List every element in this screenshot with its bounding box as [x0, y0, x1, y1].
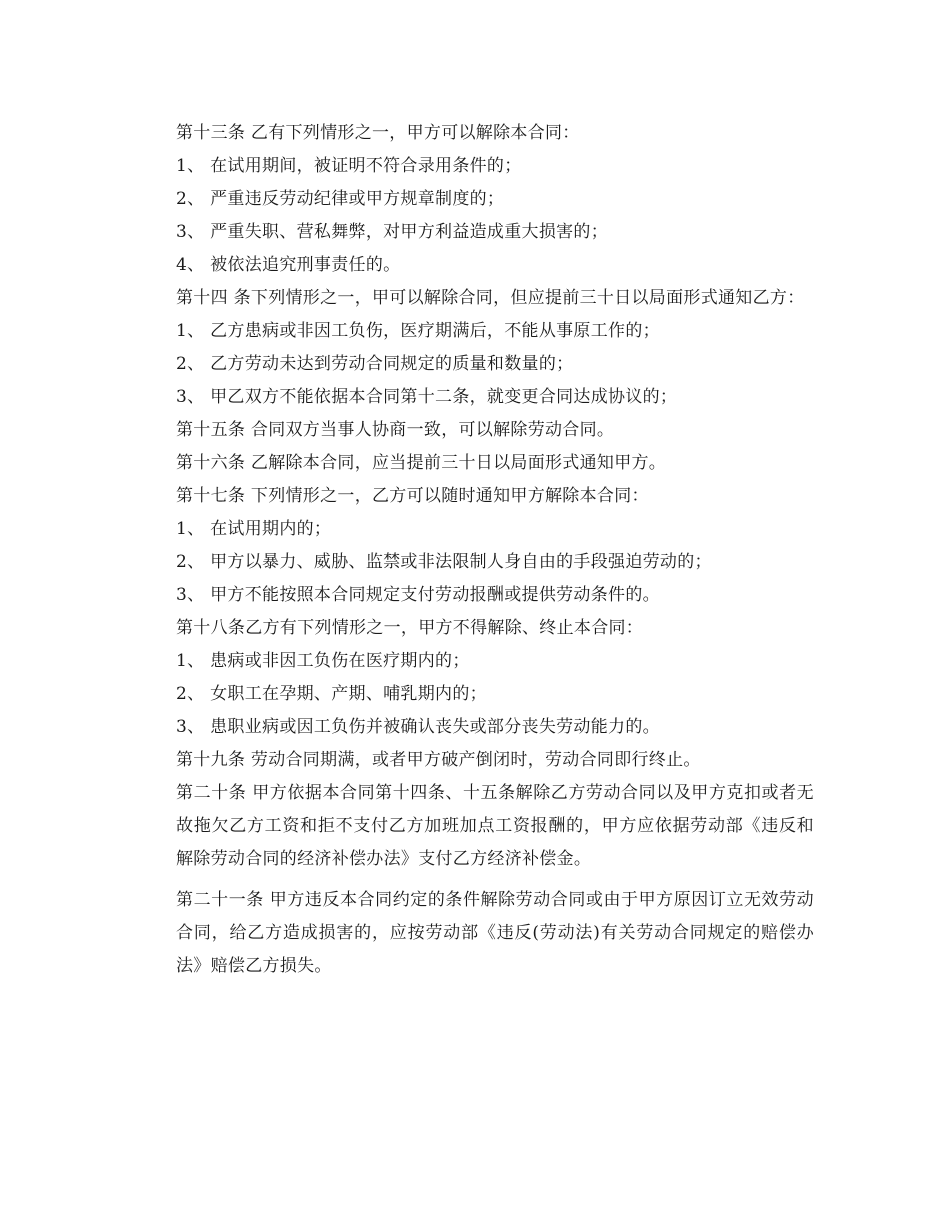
article-13-item-3: 3、 严重失职、营私舞弊，对甲方利益造成重大损害的； [176, 222, 609, 242]
article-18-item-2: 2、 女职工在孕期、产期、哺乳期内的； [176, 684, 487, 704]
article-18-item-3: 3、 患职业病或因工负伤并被确认丧失或部分丧失劳动能力的。 [176, 717, 660, 737]
article-17-item-2: 2、 甲方以暴力、威胁、监禁或非法限制人身自由的手段强迫劳动的； [176, 552, 712, 572]
article-16: 第十六条 乙解除本合同，应当提前三十日以局面形式通知甲方。 [176, 453, 667, 473]
article-18-heading: 第十八条乙方有下列情形之一，甲方不得解除、终止本合同： [176, 618, 644, 638]
article-15: 第十五条 合同双方当事人协商一致，可以解除劳动合同。 [176, 420, 615, 440]
article-13-item-1: 1、 在试用期间，被证明不符合录用条件的； [176, 156, 522, 176]
article-13-heading: 第十三条 乙有下列情形之一，甲方可以解除本合同： [176, 123, 580, 143]
article-13-item-4: 4、 被依法追究刑事责任的。 [176, 255, 401, 275]
article-14-item-1: 1、 乙方患病或非因工负伤，医疗期满后，不能从事原工作的； [176, 321, 660, 341]
article-17-item-3: 3、 甲方不能按照本合同规定支付劳动报酬或提供劳动条件的。 [176, 585, 660, 605]
article-17-heading: 第十七条 下列情形之一，乙方可以随时通知甲方解除本合同： [176, 486, 649, 506]
document-page [138, 117, 814, 983]
article-14-item-3: 3、 甲乙双方不能依据本合同第十二条，就变更合同达成协议的； [176, 387, 678, 407]
article-21: 第二十一条 甲方违反本合同约定的条件解除劳动合同或由于甲方原因订立无效劳动合同，给乙方造成损害的，应按劳动部《违反(劳动法)有关劳动合同规定的赔偿办法》赔偿乙方损失。 [176, 890, 814, 976]
article-13-item-2: 2、 严重违反劳动纪律或甲方规章制度的； [176, 189, 505, 209]
paragraph-spacer [138, 876, 814, 884]
article-18-item-1: 1、 患病或非因工负伤在医疗期内的； [176, 651, 470, 671]
article-20: 第二十条 甲方依据本合同第十四条、十五条解除乙方劳动合同以及甲方克扣或者无故拖欠乙方工资和拒不支付乙方加班加点工资报酬的，甲方应依据劳动部《违反和解除劳动合同的经济补偿办法》支付乙方经济补偿金。 [176, 783, 814, 869]
article-14-heading: 第十四 条下列情形之一，甲可以解除合同，但应提前三十日以局面形式通知乙方： [176, 288, 805, 308]
article-17-item-1: 1、 在试用期内的； [176, 519, 332, 539]
article-19: 第十九条 劳动合同期满，或者甲方破产倒闭时，劳动合同即行终止。 [176, 750, 701, 770]
article-14-item-2: 2、 乙方劳动未达到劳动合同规定的质量和数量的； [176, 354, 574, 374]
